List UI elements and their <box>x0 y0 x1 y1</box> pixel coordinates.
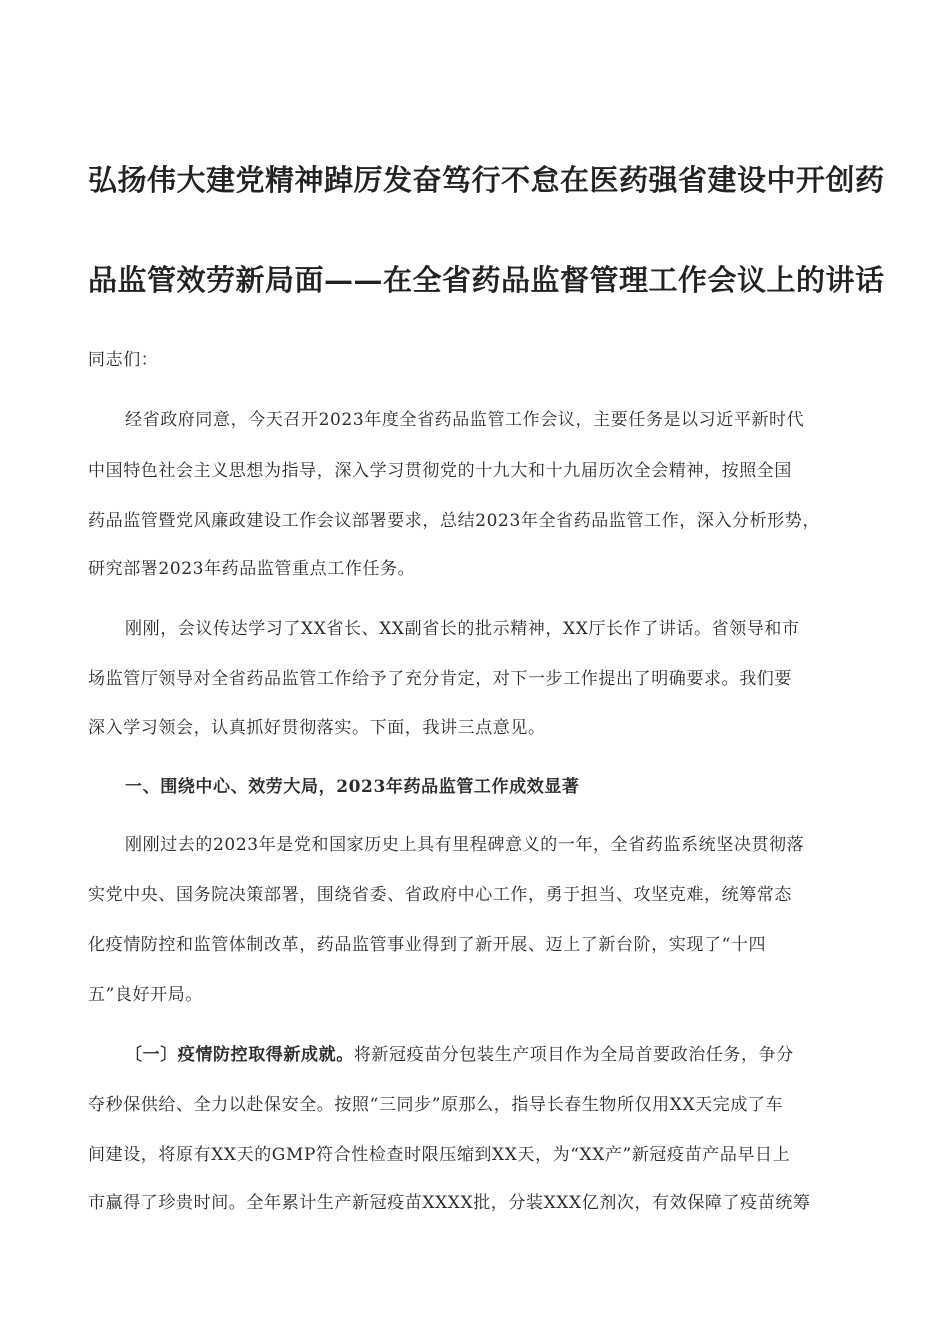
paragraph-4-first-line <box>125 1040 915 1065</box>
paragraph-3-line: 实党中央、国务院决策部署，围绕省委、省政府中心工作，勇于担当、攻坚克难，统筹常态 <box>88 885 792 905</box>
subsection-1-lead: 〔一〕疫情防控取得新成就。 <box>125 1045 354 1065</box>
paragraph-1-line: 中国特色社会主义思想为指导，深入学习贯彻党的十九大和十九届历次全会精神，按照全国 <box>88 461 792 481</box>
paragraph-2-line: 深入学习领会，认真抓好贯彻落实。下面，我讲三点意见。 <box>88 718 546 738</box>
paragraph-1-line: 药品监管暨党风廉政建设工作会议部署要求，总结2023年全省药品监管工作，深入分析形势， <box>88 511 821 531</box>
paragraph-4-line: 市赢得了珍贵时间。全年累计生产新冠疫苗XXXX批，分装XXX亿剂次，有效保障了疫苗统筹 <box>88 1193 811 1213</box>
paragraph-2-line: 刚刚，会议传达学习了XX省长、XX副省长的批示精神，XX厅长作了讲话。省领导和市 <box>125 619 800 639</box>
paragraph-3-line: 五”良好开局。 <box>88 985 203 1005</box>
paragraph-4-line: 间建设，将原有XX天的GMP符合性检查时限压缩到XX天，为“XX产”新冠疫苗产品早日上 <box>88 1145 791 1165</box>
paragraph-1-line: 经省政府同意，今天召开2023年度全省药品监管工作会议，主要任务是以习近平新时代 <box>125 410 805 430</box>
paragraph-4-first-line-text: 将新冠疫苗分包装生产项目作为全局首要政治任务，争分 <box>353 1045 794 1065</box>
paragraph-1-line: 研究部署2023年药品监管重点工作任务。 <box>88 559 416 579</box>
paragraph-2-line: 场监管厅领导对全省药品监管工作给予了充分肯定，对下一步工作提出了明确要求。我们要 <box>88 669 792 689</box>
document-title-line-1: 弘扬伟大建党精神踔厉发奋笃行不怠在医药强省建设中开创药 <box>88 163 885 197</box>
paragraph-3-line: 刚刚过去的2023年是党和国家历史上具有里程碑意义的一年，全省药监系统坚决贯彻落 <box>125 835 805 855</box>
document-title-line-2: 品监管效劳新局面——在全省药品监督管理工作会议上的讲话 <box>88 263 885 297</box>
section-1-heading: 一、围绕中心、效劳大局，2023年药品监管工作成效显著 <box>125 777 580 797</box>
paragraph-3-line: 化疫情防控和监管体制改革，药品监管事业得到了新开展、迈上了新台阶，实现了“十四 <box>88 935 767 955</box>
greeting: 同志们： <box>88 350 159 370</box>
paragraph-4-line: 夺秒保供给、全力以赴保安全。按照“三同步”原那么，指导长春生物所仅用XX天完成了车 <box>88 1095 784 1115</box>
